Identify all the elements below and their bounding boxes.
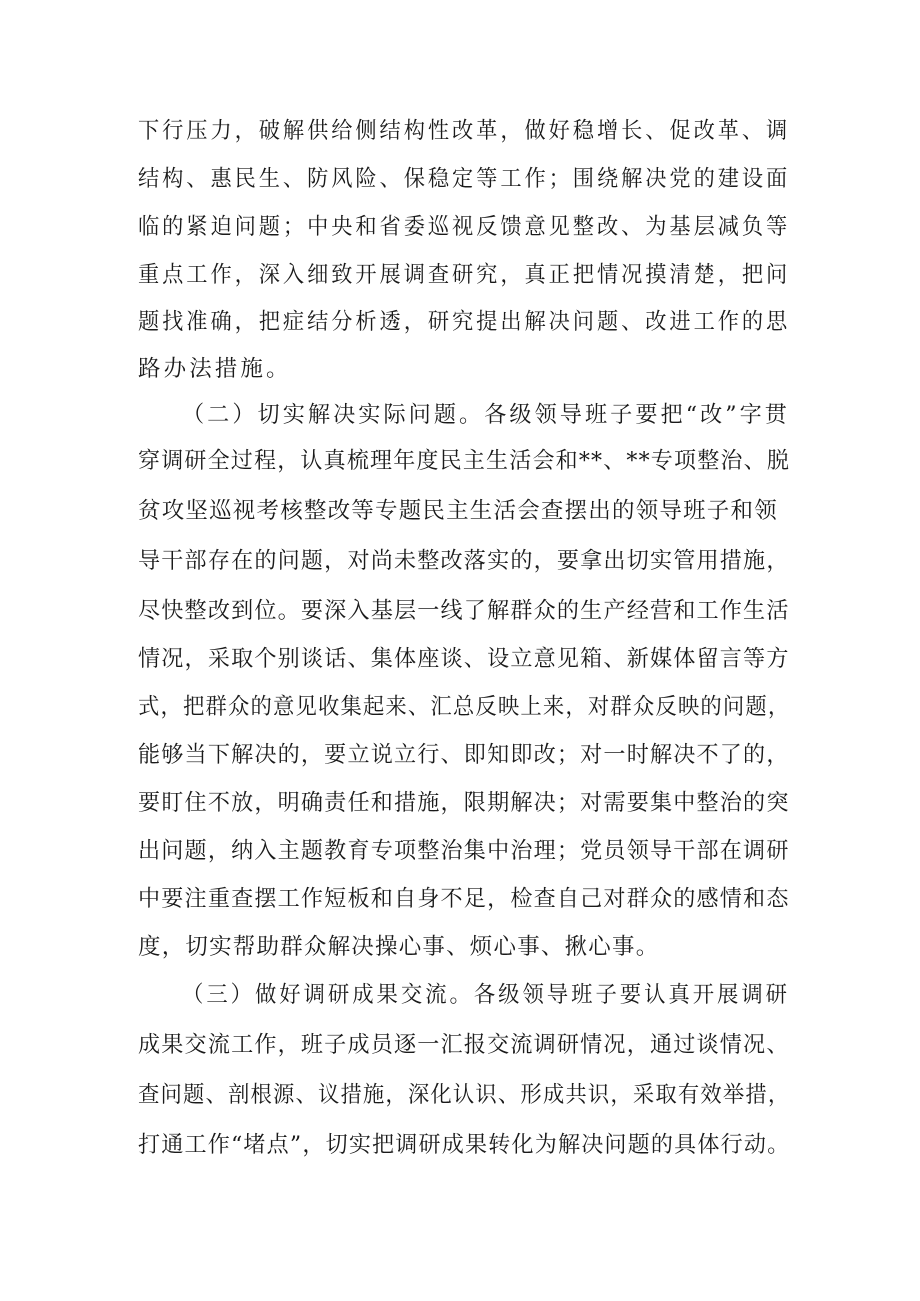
paragraph-3-line: 成果交流工作，班子成员逐一汇报交流调研情况，通过谈情况、	[138, 1032, 790, 1058]
paragraph-2-line: 导干部存在的问题，对尚未整改落实的，要拿出切实管用措施，	[138, 548, 790, 574]
paragraph-2-line: 要盯住不放，明确责任和措施，限期解决；对需要集中整治的突	[138, 790, 790, 816]
paragraph-2-line: 中要注重查摆工作短板和自身不足，检查自己对群众的感情和态	[138, 886, 790, 912]
paragraph-2-line: 贫攻坚巡视考核整改等专题民主生活会查摆出的领导班子和领	[138, 498, 778, 524]
paragraph-1-line: 题找准确，把症结分析透，研究提出解决问题、改进工作的思	[138, 309, 791, 335]
paragraph-2-line: 式，把群众的意见收集起来、汇总反映上来，对群众反映的问题，	[138, 694, 791, 720]
paragraph-3-line: 查问题、剖根源、议措施，深化认识、形成共识，采取有效举措，	[138, 1082, 791, 1108]
paragraph-2-line: 度，切实帮助群众解决操心事、烦心事、揪心事。	[138, 934, 660, 960]
paragraph-1-line: 结构、惠民生、防风险、保稳定等工作；围绕解决党的建设面	[138, 166, 791, 192]
paragraph-2-line: 情况，采取个别谈话、集体座谈、设立意见箱、新媒体留言等方	[138, 646, 790, 672]
paragraph-1-line: 临的紧迫问题；中央和省委巡视反馈意见整改、为基层减负等	[138, 214, 791, 240]
paragraph-2-heading-line: （二）切实解决实际问题。各级领导班子要把“改”字贯	[182, 402, 791, 428]
paragraph-3-line: 打通工作“堵点”，切实把调研成果转化为解决问题的具体行动。	[138, 1132, 791, 1158]
paragraph-2-line: 穿调研全过程，认真梳理年度民主生活会和**、**专项整治、脱	[138, 448, 791, 474]
paragraph-3-heading-line: （三）做好调研成果交流。各级领导班子要认真开展调研	[182, 982, 791, 1008]
paragraph-2-line: 尽快整改到位。要深入基层一线了解群众的生产经营和工作生活	[138, 598, 790, 624]
paragraph-1-line: 路办法措施。	[138, 356, 292, 382]
paragraph-2-line: 出问题，纳入主题教育专项整治集中治理；党员领导干部在调研	[138, 838, 790, 864]
paragraph-1-line: 下行压力，破解供给侧结构性改革，做好稳增长、促改革、调	[138, 118, 791, 144]
paragraph-1-line: 重点工作，深入细致开展调查研究，真正把情况摸清楚，把问	[138, 262, 791, 288]
paragraph-2-line: 能够当下解决的，要立说立行、即知即改；对一时解决不了的，	[138, 742, 790, 768]
